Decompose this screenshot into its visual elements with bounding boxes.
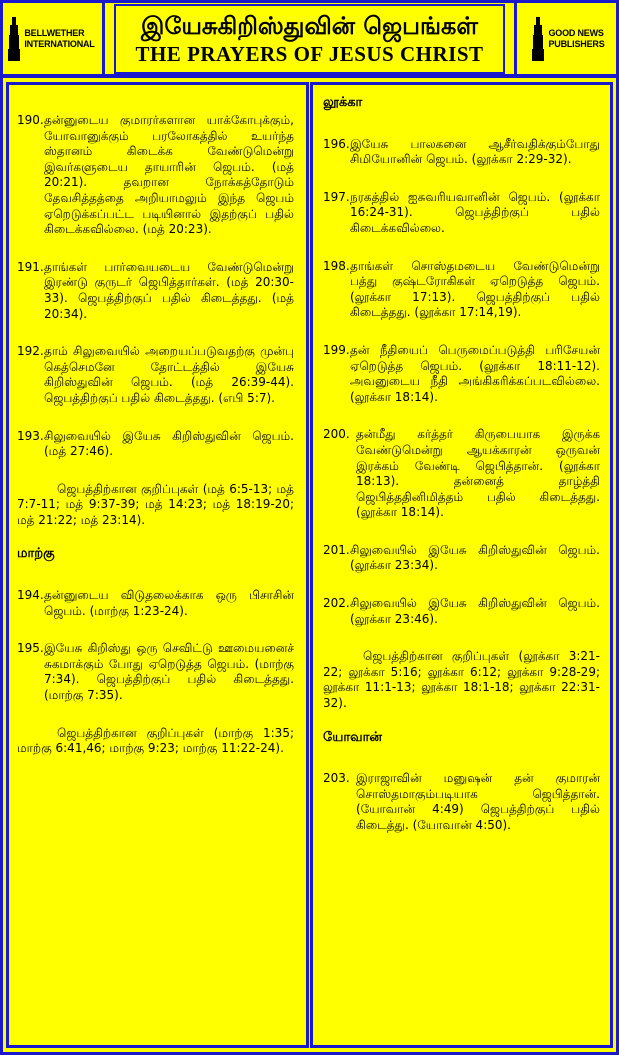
item-text: இராஜாவின் மனுஷன் தன் குமாரன் சொஸ்தமாகும்படியாக ஜெபித்தான். (யோவான் 4:49) ஜெபத்திற்குப் பதில் கிடைத்து. (யோவான் 4:50). xyxy=(356,771,600,832)
item-number: 194. xyxy=(17,588,44,603)
section-heading-luke: லூக்கா xyxy=(323,95,363,110)
prayer-item-202 xyxy=(323,596,600,627)
tower-icon xyxy=(531,17,545,61)
prayer-notes-luke: ஜெபத்திற்கான குறிப்புகள் (லூக்கா 3:21-22; லூக்கா 5:16; லூக்கா 6:12; லூக்கா 9:28-29; லூக்கா 11:1-13; லூக்கா 18:1-18; லூக்கா 22:31-32). xyxy=(323,649,600,711)
item-text: தாம் சிலுவையில் அறையப்படுவதற்கு முன்பு கெத்செமனே தோட்டத்தில் இயேசு கிறிஸ்துவின் ஜெபம். (மத் 26:39-44). ஜெபத்திற்குப் பதில் கிடைத்தது. (எபி 5:7). xyxy=(44,344,294,405)
item-text: சிலுவையில் இயேசு கிறிஸ்துவின் ஜெபம். (லூக்கா 23:46). xyxy=(350,596,600,626)
item-text: சிலுவையில் இயேசு கிறிஸ்துவின் ஜெபம். (லூக்கா 23:34). xyxy=(350,542,600,573)
item-number: 199. xyxy=(323,342,350,357)
item-number: 198. xyxy=(323,258,350,273)
page-title-tamil: இயேசுகிறிஸ்துவின் ஜெபங்கள் xyxy=(140,12,479,40)
bell-tower-icon xyxy=(7,17,21,61)
item-number: 191. xyxy=(17,259,44,274)
good-news-logo xyxy=(514,0,619,78)
section-heading-john: யோவான் xyxy=(323,729,383,745)
item-number: 190. xyxy=(17,113,44,127)
item-text: தன் நீதியைப் பெருமைப்படுத்தி பரிசேயன் ஏறெடுத்த ஜெபம். (லூக்கா 18:11-12). அவனுடைய நீதி அங்கிகரிக்கப்படவில்லை. (லூக்கா 18:14). xyxy=(350,342,600,404)
item-text: தன்னுடைய குமாரர்களான யாக்கோபுக்கும், யோவானுக்கும் பரலோகத்தில் உயர்ந்த ஸ்தானம் கிடைக்க வேண்டுமென்று இவர்களுடைய தாயாரின் ஜெபம். (மத் 20:21). தவறான நோக்கத்தோடும் தேவசித்தத்தை அறியாமலும் இந்த ஜெபம் ஏறெடுக்கப்பட்ட படியினால் இதற்குப் பதில் கிடைக்கவில்லை. (மத் 20:23). xyxy=(44,113,294,237)
item-text: இயேசு பாலகனை ஆசீர்வதிக்கும்போது சிமியோனின் ஜெபம். (லூக்கா 2:29-32). xyxy=(350,136,600,167)
left-logo-line1: BELLWETHER xyxy=(24,28,85,38)
item-text: சிலுவையில் இயேசு கிறிஸ்துவின் ஜெபம். (மத் 27:46). xyxy=(44,428,294,459)
prayer-item-196 xyxy=(323,137,600,168)
item-number: 195. xyxy=(17,641,44,656)
item-text: தன்மீது கர்த்தர் கிருபையாக இருக்க வேண்டுமென்று ஆயக்காரன் ஒருவன் இரக்கம் வேண்டி ஜெபித்தான். (லூக்கா 18:13). தன்னைத் தாழ்த்தி ஜெபித்ததினிமித்தம் பதில் கிடைத்தது. (லூக்கா 18:14). xyxy=(356,427,600,520)
prayer-item-198 xyxy=(323,259,600,321)
bellwether-logo xyxy=(0,0,105,78)
item-number: 202. xyxy=(323,596,350,611)
right-logo-line2: PUBLISHERS xyxy=(548,39,605,49)
item-number: 201. xyxy=(323,542,350,557)
right-logo-line1: GOOD NEWS xyxy=(548,28,604,38)
prayer-item-203 xyxy=(323,771,600,833)
page-header xyxy=(0,0,619,78)
left-logo-line2: INTERNATIONAL xyxy=(24,39,95,49)
prayer-item-199 xyxy=(323,343,600,405)
prayer-item-194 xyxy=(17,588,294,619)
item-number: 196. xyxy=(323,136,350,151)
left-column xyxy=(6,82,309,1048)
prayer-item-191 xyxy=(17,260,294,322)
section-heading-mark: மாற்கு xyxy=(17,546,55,562)
page-title-english: THE PRAYERS OF JESUS CHRIST xyxy=(135,42,484,66)
item-number: 193. xyxy=(17,428,44,443)
item-number: 192. xyxy=(17,344,44,359)
prayer-item-190 xyxy=(17,113,294,238)
prayer-notes-matthew: ஜெபத்திற்கான குறிப்புகள் (மத் 6:5-13; மத் 7:7-11; மத் 9:37-39; மத் 14:23; மத் 18:19-20; மத் 21:22; மத் 23:14). xyxy=(17,481,294,527)
prayer-item-200 xyxy=(323,427,600,521)
item-text: நரகத்தில் ஐசுவரியவானின் ஜெபம். (லூக்கா 16:24-31). ஜெபத்திற்குப் பதில் கிடைக்கவில்லை. xyxy=(350,189,600,235)
item-text: தன்னுடைய விடுதலைக்காக ஒரு பிசாசின் ஜெபம். (மாற்கு 1:23-24). xyxy=(44,588,294,618)
right-column xyxy=(310,82,613,1048)
item-text: தாங்கள் சொஸ்தமடைய வேண்டுமென்று பத்து குஷ்டரோகிகள் ஏறெடுத்த ஜெபம். (லூக்கா 17:13). ஜெபத்திற்குப் பதில் கிடைத்தது. (லூக்கா 17:14,19). xyxy=(350,258,600,320)
prayer-item-192 xyxy=(17,344,294,406)
item-number: 203. xyxy=(323,771,350,786)
item-number: 200. xyxy=(323,427,350,442)
title-box xyxy=(114,4,505,74)
prayer-notes-mark: ஜெபத்திற்கான குறிப்புகள் (மாற்கு 1:35; மாற்கு 6:41,46; மாற்கு 9:23; மாற்கு 11:22-24). xyxy=(17,725,294,756)
prayer-item-195 xyxy=(17,641,294,703)
item-text: தாங்கள் பார்வையடைய வேண்டுமென்று இரண்டு குருடர் ஜெபித்தார்கள். (மத் 20:30-33). ஜெபத்திற்குப் பதில் கிடைத்தது. (மத் 20:34). xyxy=(44,259,294,321)
prayer-item-197 xyxy=(323,190,600,237)
prayer-item-193 xyxy=(17,429,294,460)
prayer-item-201 xyxy=(323,543,600,574)
item-number: 197. xyxy=(323,189,350,204)
item-text: இயேசு கிறிஸ்து ஒரு செவிட்டு ஊமையனைச் சுகமாக்கும் போது ஏறெடுத்த ஜெபம். (மாற்கு 7:34). ஜெபத்திற்குப் பதில் கிடைத்தது. (மாற்கு 7:35). xyxy=(44,641,294,703)
